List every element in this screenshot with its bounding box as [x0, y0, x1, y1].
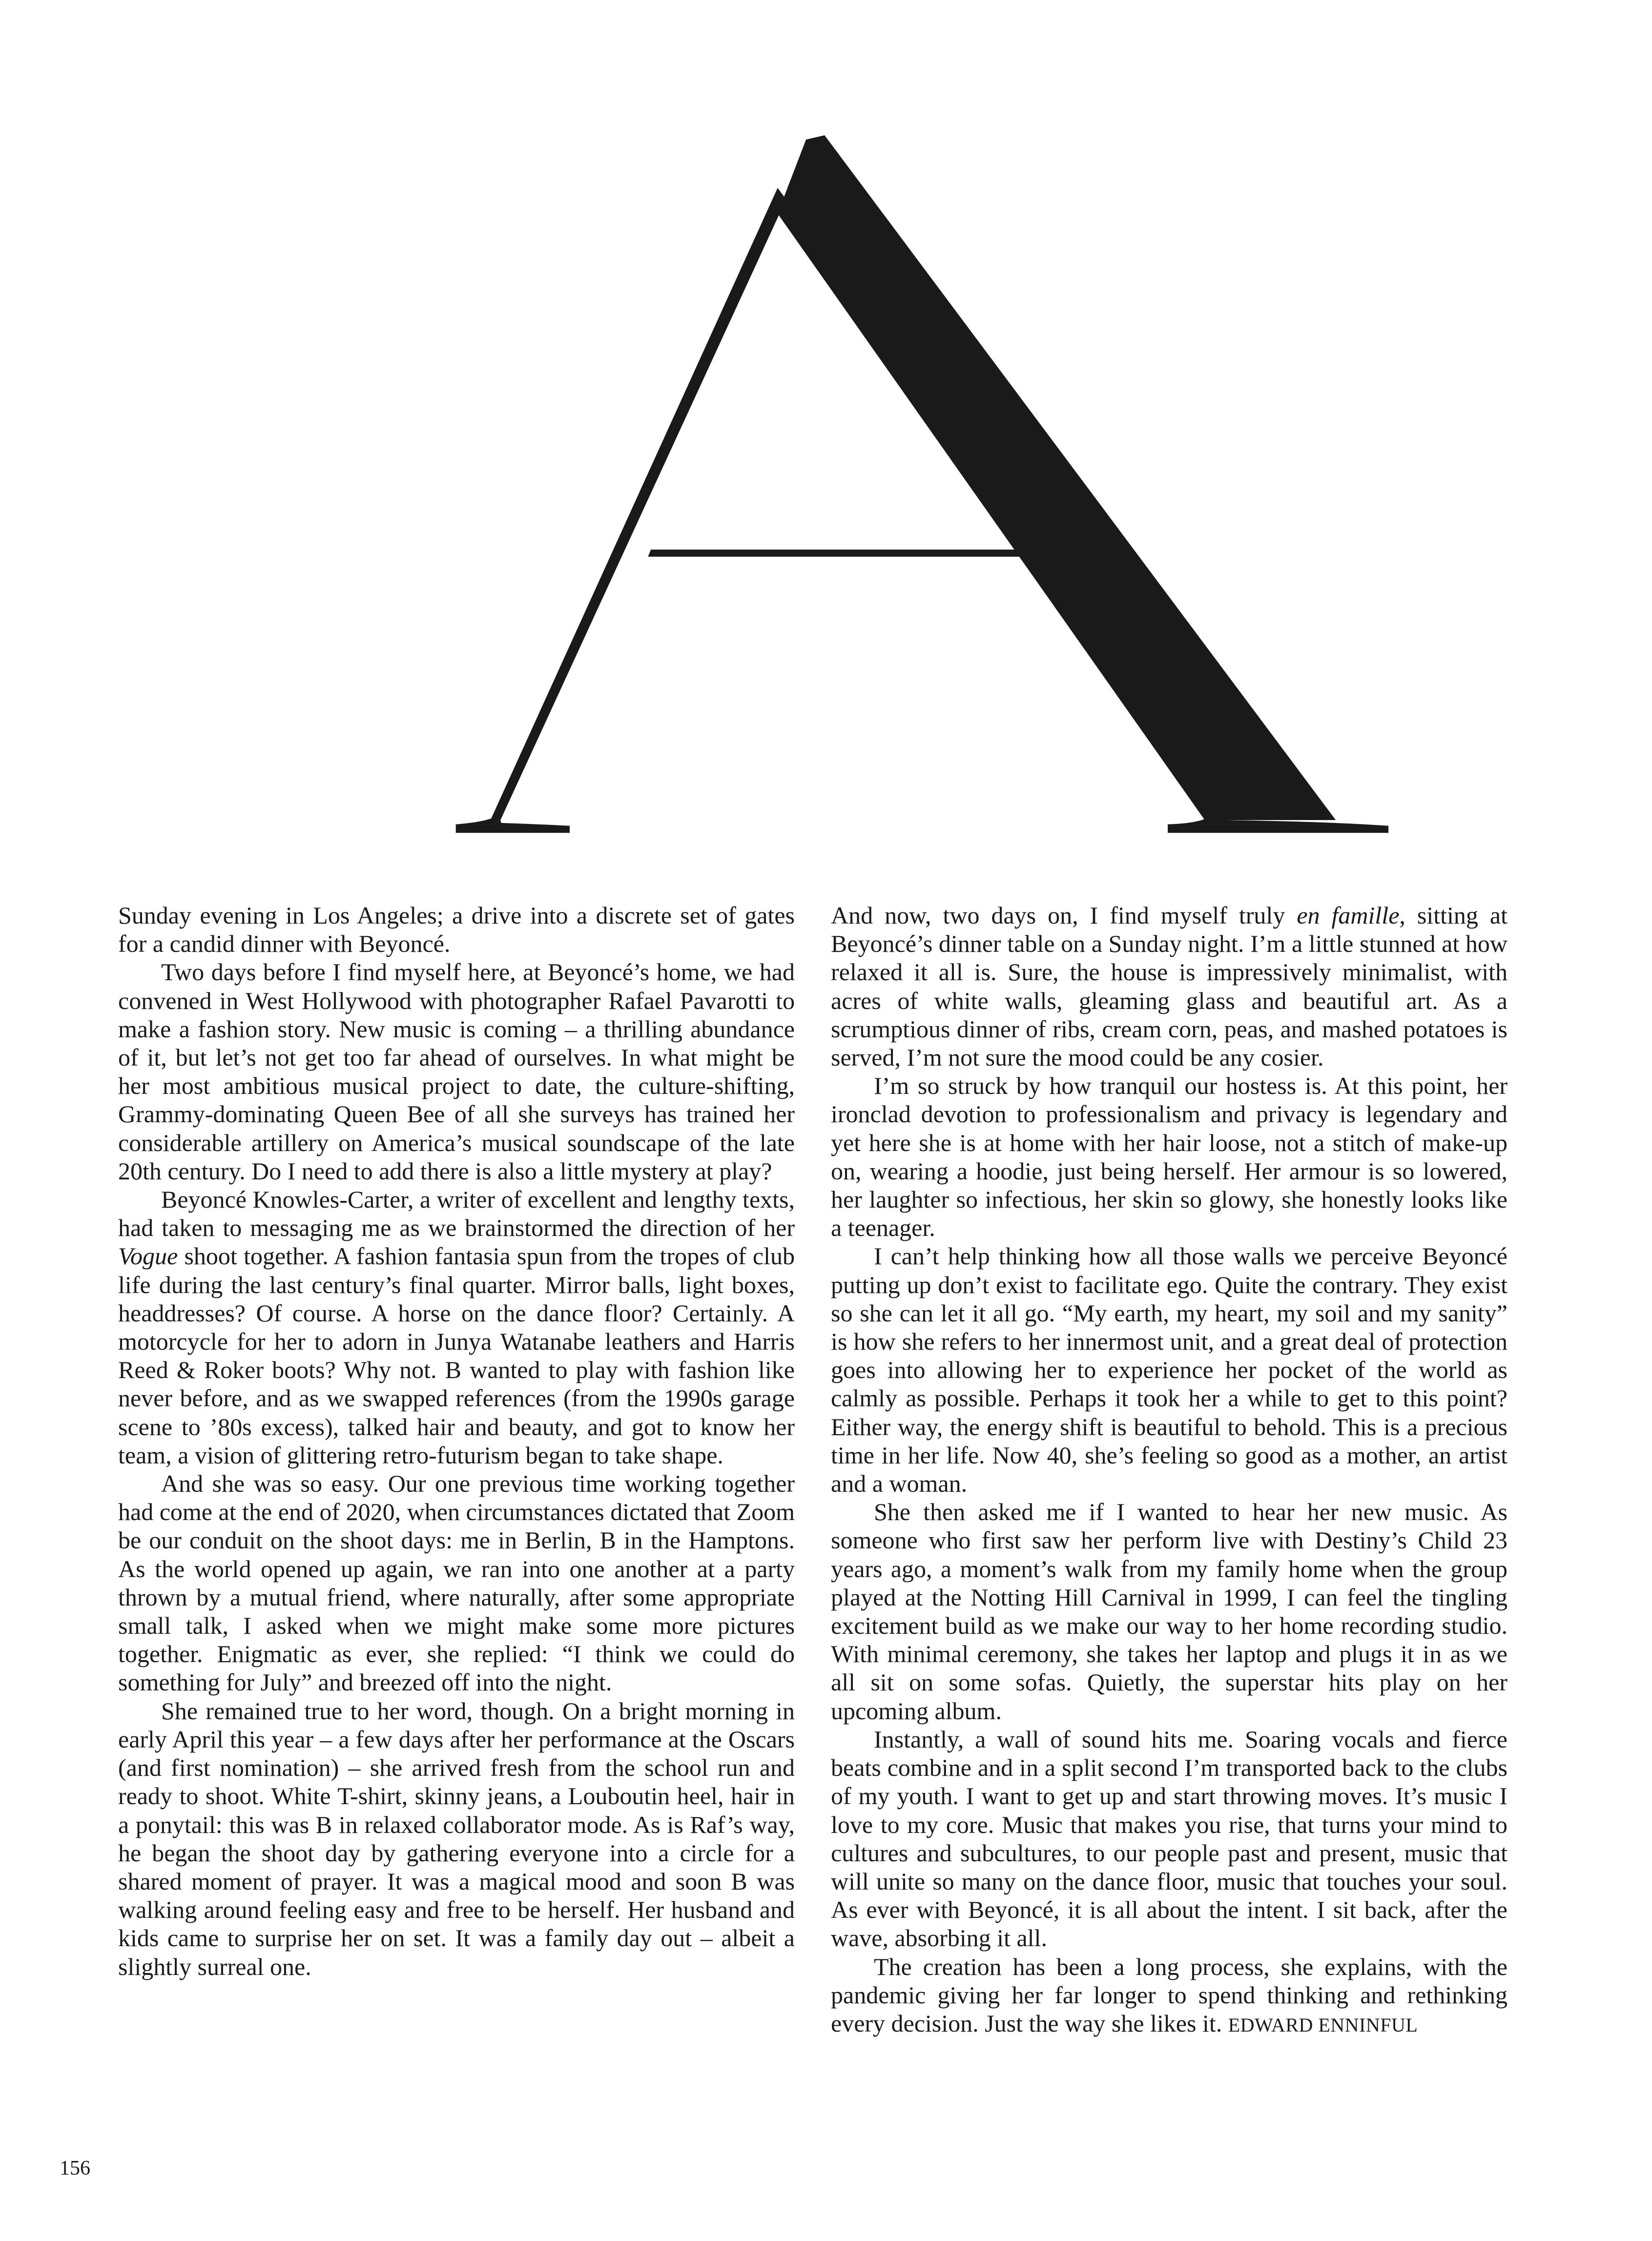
- paragraph-text: , sitting at Beyoncé’s dinner table on a Sunday night. I’m a little stunned at how relaxed it all is. Sure, the house is impressively minimalist, with acres of white walls, gleaming glass and beautiful art. As a scrumptious dinner of ribs, cream corn, peas, and mashed potatoes is served, I’m not sure the mood could be any cosier.: [831, 902, 1507, 1071]
- paragraph: I can’t help thinking how all those walls we perceive Beyoncé putting up don’t exist to facilitate ego. Quite the contrary. They exist so she can let it all go. “My earth, my heart, my soil and my sanity” is how she refers to her innermost unit, and a great deal of protection goes into allowing her to experience her pocket of the world as calmly as possible. Perhaps it took her a while to get to this point? Either way, the energy shift is beautiful to behold. This is a precious time in her life. Now 40, she’s feeling so good as a mother, an artist and a woman.: [831, 1242, 1507, 1498]
- paragraph: [118, 1185, 795, 1469]
- paragraph: Instantly, a wall of sound hits me. Soaring vocals and fierce beats combine and in a split second I’m transported back to the clubs of my youth. I want to get up and start throwing moves. It’s music I love to my core. Music that makes you rise, that turns your mind to cultures and subcultures, to our people past and present, music that will unite so many on the dance floor, music that touches your soul. As ever with Beyoncé, it is all about the intent. I sit back, after the wave, absorbing it all.: [831, 1725, 1507, 1952]
- article-column-right: [831, 901, 1507, 2039]
- paragraph-text: And now, two days on, I find myself truly: [831, 902, 1297, 929]
- paragraph-text: shoot together. A fashion fantasia spun from the tropes of club life during the last century’s final quarter. Mirror balls, light boxes, headdresses? Of course. A horse on the dance floor? Certainly. A motorcycle for her to adorn in Junya Watanabe leathers and Harris Reed & Roker boots? Why not. B wanted to play with fashion like never before, and as we swapped references (from the 1990s garage scene to ’80s excess), talked hair and beauty, and got to know her team, a vision of glittering retro-futurism began to take shape.: [118, 1242, 795, 1469]
- page-number: 156: [60, 2157, 90, 2179]
- paragraph: I’m so struck by how tranquil our hostess is. At this point, her ironclad devotion to professionalism and privacy is legendary and yet here she is at home with her hair loose, not a stitch of make-up on, wearing a hoodie, just being herself. Her armour is so lowered, her laughter so infectious, her skin so glowy, she honestly looks like a teenager.: [831, 1072, 1507, 1242]
- italic-phrase: en famille: [1297, 902, 1400, 929]
- paragraph-text: Beyoncé Knowles-Carter, a writer of excellent and lengthy texts, had taken to messaging me as we brainstormed the direction of her: [118, 1186, 795, 1242]
- author-byline: EDWARD ENNINFUL: [1228, 2014, 1418, 2036]
- paragraph: [831, 1953, 1507, 2040]
- paragraph: She then asked me if I wanted to hear her new music. As someone who first saw her perform live with Destiny’s Child 23 years ago, a moment’s walk from my family home when the group played at the Notting Hill Carnival in 1999, I can feel the tingling excitement build as we make our way to her home recording studio. With minimal ceremony, she takes her laptop and plugs it in as we all sit on some sofas. Quietly, the superstar hits play on her upcoming album.: [831, 1498, 1507, 1725]
- paragraph: She remained true to her word, though. On a bright morning in early April this year – a few days after her performance at the Oscars (and first nomination) – she arrived fresh from the school run and ready to shoot. White T-shirt, skinny jeans, a Louboutin heel, hair in a ponytail: this was B in relaxed collaborator mode. As is Raf’s way, he began the shoot day by gathering everyone into a circle for a shared moment of prayer. It was a magical mood and soon B was walking around feeling easy and free to be herself. Her husband and kids came to surprise her on set. It was a family day out – albeit a slightly surreal one.: [118, 1697, 795, 1980]
- article-column-left: [118, 901, 795, 1981]
- paragraph: And she was so easy. Our one previous time working together had come at the end of 2020, when circumstances dictated that Zoom be our conduit on the shoot days: me in Berlin, B in the Hamptons. As the world opened up again, we ran into one another at a party thrown by a mutual friend, where naturally, after some appropriate small talk, I asked when we might make some more pictures together. Enigmatic as ever, she replied: “I think we could do something for July” and breezed off into the night.: [118, 1470, 795, 1696]
- paragraph: [831, 901, 1507, 1071]
- paragraph: Sunday evening in Los Angeles; a drive into a discrete set of gates for a candid dinner with Beyoncé.: [118, 902, 795, 958]
- paragraph: Two days before I find myself here, at Beyoncé’s home, we had convened in West Hollywood with photographer Rafael Pavarotti to make a fashion story. New music is coming – a thrilling abundance of it, but let’s not get too far ahead of ourselves. In what might be her most ambitious musical project to date, the culture-shifting, Grammy-dominating Queen Bee of all she surveys has trained her considerable artillery on America’s musical soundscape of the late 20th century. Do I need to add there is also a little mystery at play?: [118, 958, 795, 1185]
- paragraph-text: The creation has been a long process, she explains, with the pandemic giving her far longer to spend thinking and rethinking every decision. Just the way she likes it.: [831, 1953, 1507, 2037]
- magazine-name: Vogue: [118, 1242, 178, 1270]
